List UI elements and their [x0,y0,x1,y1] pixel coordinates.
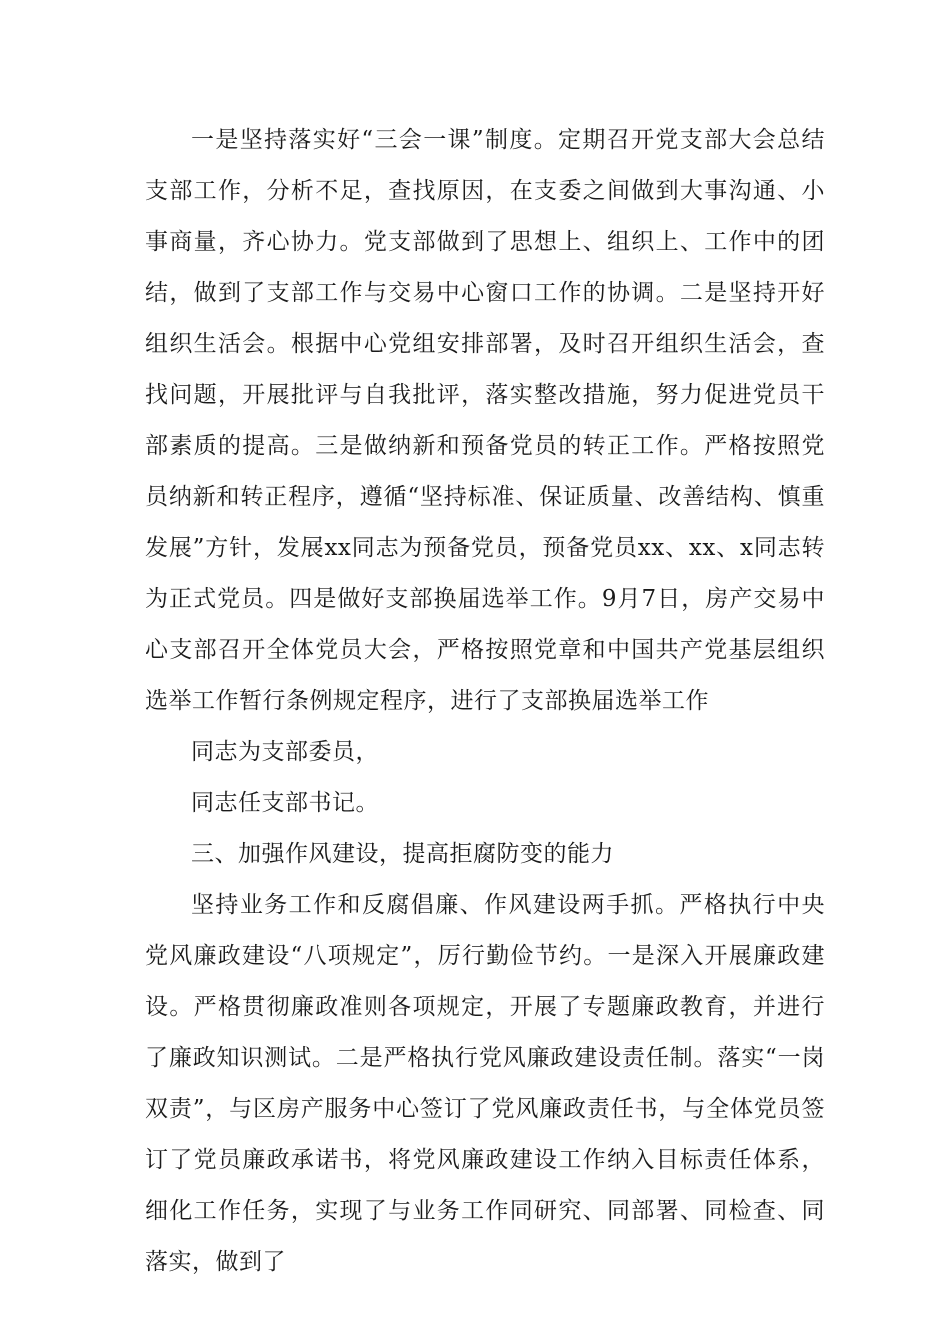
document-page [145,115,825,1288]
paragraph-committee-members: 同志为支部委员， [191,739,379,765]
paragraph-anti-corruption: 坚持业务工作和反腐倡廉、作风建设两手抓。严格执行中央党风廉政建设“八项规定”，厉行勤俭节约。一是深入开展廉政建设。严格贯彻廉政准则各项规定，开展了专题廉政教育，并进行了廉政知识测试。二是严格执行党风廉政建设责任制。落实“一岗双责”，与区房产服务中心签订了党风廉政责任书，与全体党员签订了党员廉政承诺书，将党风廉政建设工作纳入目标责任体系，细化工作任务，实现了与业务工作同研究、同部署、同检查、同落实，做到了 [145,892,825,1275]
paragraph-party-organization: 一是坚持落实好“三会一课”制度。定期召开党支部大会总结支部工作，分析不足，查找原因，在支委之间做到大事沟通、小事商量，齐心协力。党支部做到了思想上、组织上、工作中的团结，做到了支部工作与交易中心窗口工作的协调。二是坚持开好组织生活会。根据中心党组安排部署，及时召开组织生活会，查找问题，开展批评与自我批评，落实整改措施，努力促进党员干部素质的提高。三是做纳新和预备党员的转正工作。严格按照党员纳新和转正程序，遵循“坚持标准、保证质量、改善结构、慎重发展”方针，发展xx同志为预备党员，预备党员xx、xx、x同志转为正式党员。四是做好支部换届选举工作。9月7日，房产交易中心支部召开全体党员大会，严格按照党章和中国共产党基层组织选举工作暂行条例规定程序，进行了支部换届选举工作 [145,127,825,714]
section-heading-work-style: 三、加强作风建设，提高拒腐防变的能力 [191,841,614,867]
paragraph-branch-secretary: 同志任支部书记。 [191,790,379,816]
